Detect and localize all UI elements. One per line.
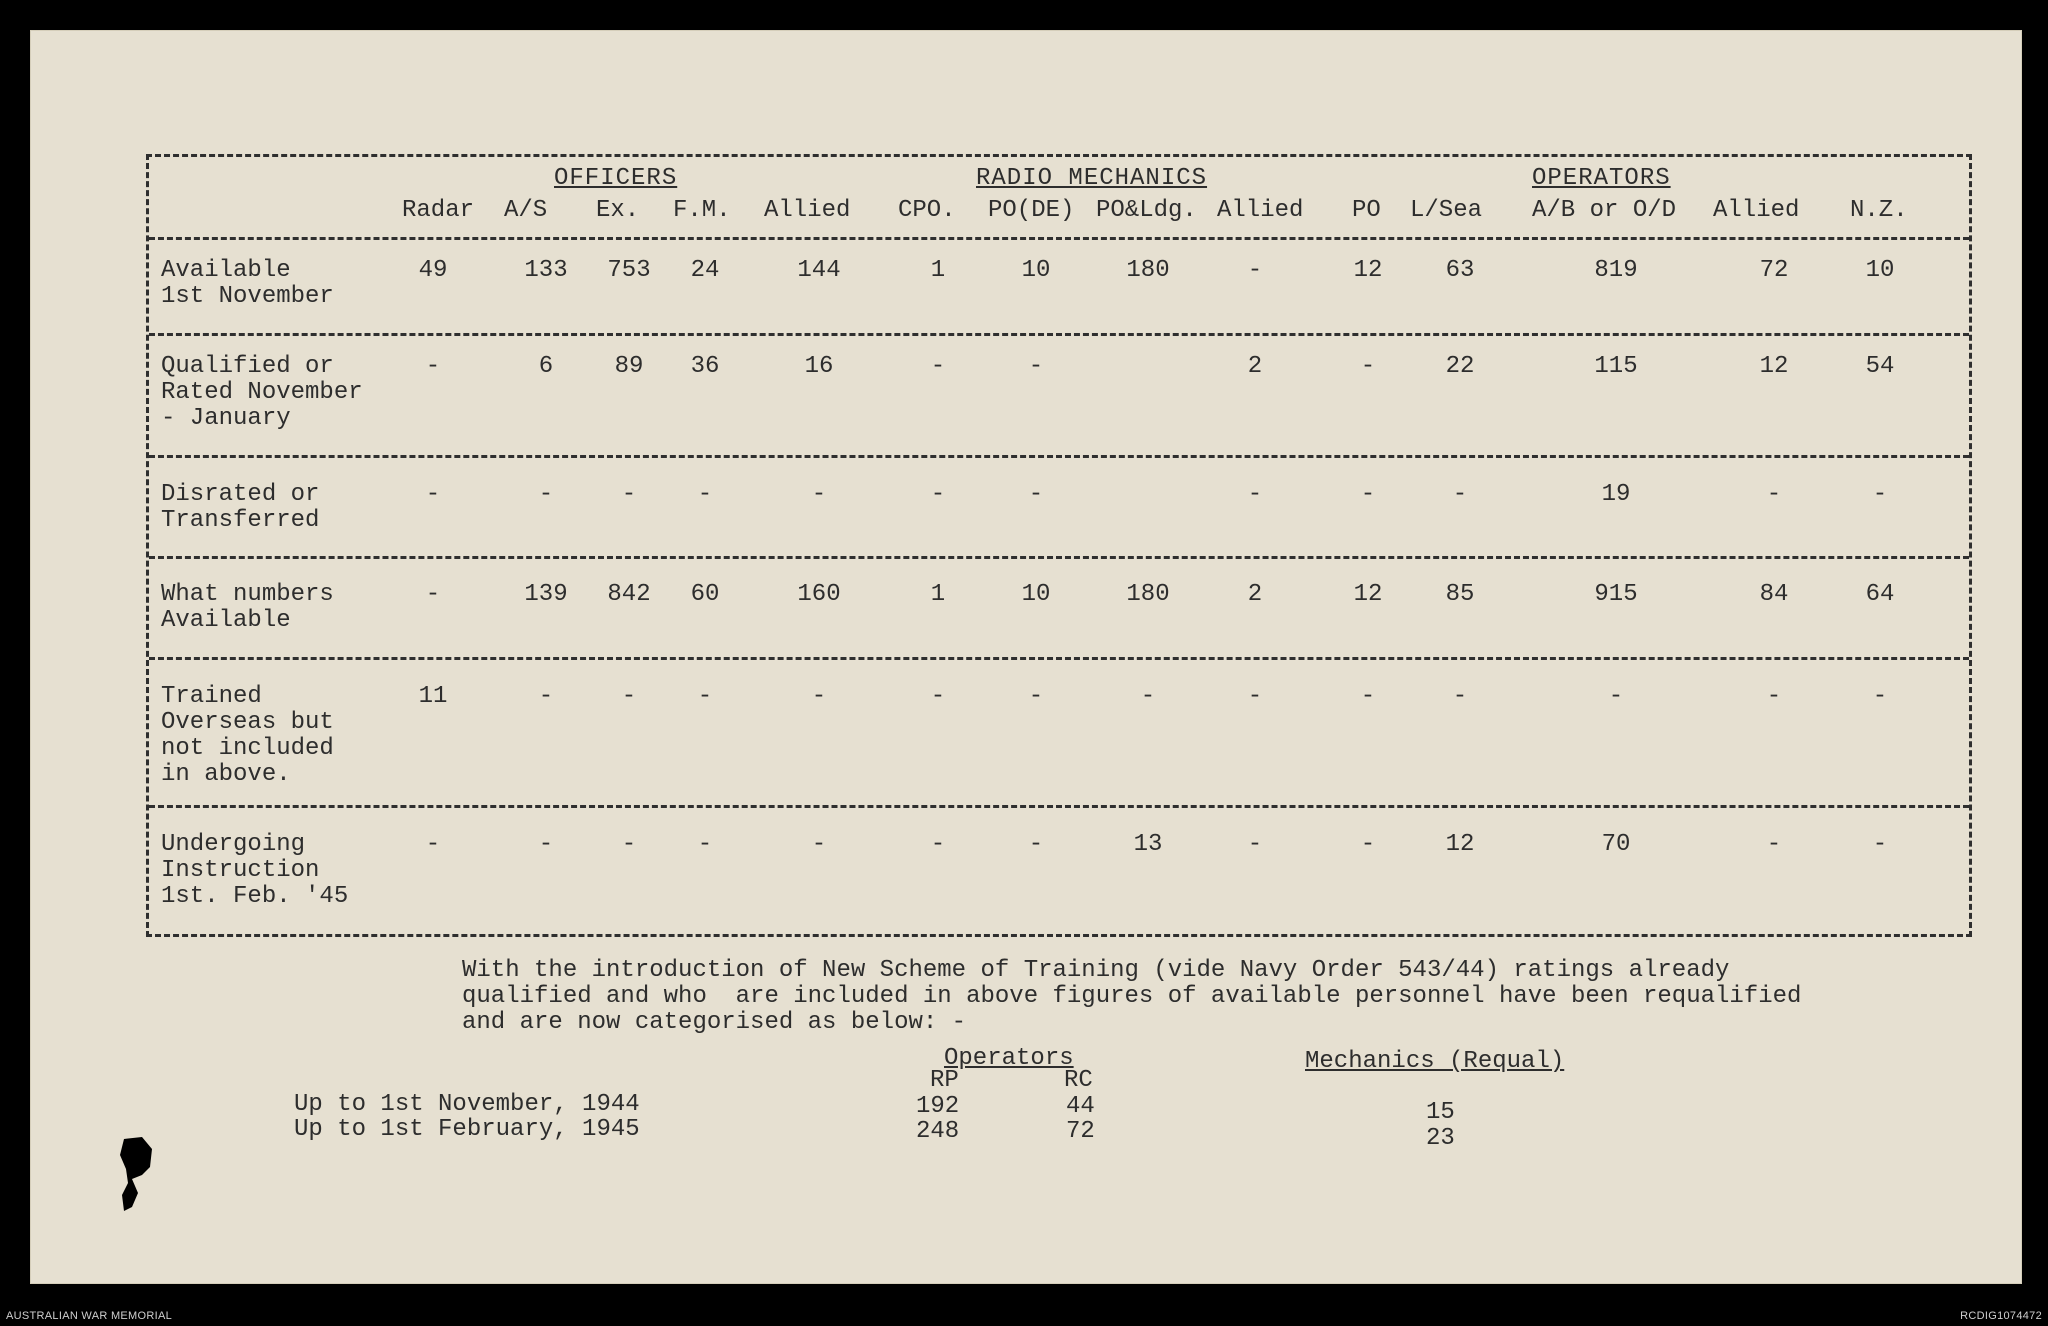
- table-cell: -: [425, 353, 441, 380]
- table-cell: -: [930, 481, 946, 508]
- table-cell: -: [1360, 353, 1376, 380]
- column-header-as: A/S: [504, 197, 548, 224]
- table-cell: -: [1766, 683, 1782, 710]
- row-label-disrated: Disrated or Transferred: [161, 481, 320, 534]
- table-cell: -: [1608, 683, 1624, 710]
- table-cell: -: [1452, 683, 1468, 710]
- summary-mechanics-heading: Mechanics (Requal): [1305, 1048, 1565, 1075]
- column-header-fm: F.M.: [673, 197, 731, 224]
- table-cell: -: [697, 831, 713, 858]
- table-cell: 115: [1594, 353, 1638, 380]
- table-cell: 12: [1353, 581, 1383, 608]
- row-divider: [149, 805, 1969, 808]
- table-cell: 144: [797, 257, 841, 284]
- column-header-nz: N.Z.: [1850, 197, 1908, 224]
- table-cell: 84: [1759, 581, 1789, 608]
- table-cell: -: [1028, 683, 1044, 710]
- table-cell: -: [1766, 831, 1782, 858]
- table-cell: 19: [1601, 481, 1631, 508]
- table-cell: 180: [1126, 581, 1170, 608]
- table-cell: 24: [690, 257, 720, 284]
- column-header-cpo: CPO.: [898, 197, 956, 224]
- column-header-po-de: PO(DE): [988, 197, 1075, 224]
- table-cell: 2: [1247, 581, 1263, 608]
- table-cell: -: [930, 353, 946, 380]
- table-cell: 915: [1594, 581, 1638, 608]
- table-cell: -: [1028, 831, 1044, 858]
- note-line-3: and are now categorised as below: -: [462, 1009, 967, 1036]
- table-cell: 6: [538, 353, 554, 380]
- table-cell: 11: [418, 683, 448, 710]
- table-cell: -: [621, 831, 637, 858]
- table-cell: 1: [930, 581, 946, 608]
- column-header-mechanics-allied: Allied: [1217, 197, 1304, 224]
- summary-operators-heading: Operators: [944, 1045, 1074, 1072]
- table-cell: -: [697, 481, 713, 508]
- column-header-ab-od: A/B or O/D: [1532, 197, 1677, 224]
- summary-rc-value: 72: [1066, 1118, 1095, 1145]
- table-cell: 89: [614, 353, 644, 380]
- table-cell: -: [811, 481, 827, 508]
- row-label-undergoing: Undergoing Instruction 1st. Feb. '45: [161, 831, 349, 910]
- table-cell: 160: [797, 581, 841, 608]
- table-cell: 10: [1021, 581, 1051, 608]
- table-cell: 133: [524, 257, 568, 284]
- group-header-operators: OPERATORS: [1532, 165, 1671, 192]
- table-cell: -: [1872, 683, 1888, 710]
- summary-mechanics-value: 23: [1426, 1125, 1455, 1152]
- table-cell: -: [1247, 257, 1263, 284]
- footer-archive-name: AUSTRALIAN WAR MEMORIAL: [6, 1310, 173, 1322]
- row-divider: [149, 333, 1969, 336]
- column-header-officers-allied: Allied: [764, 197, 851, 224]
- table-cell: -: [1872, 481, 1888, 508]
- table-cell: -: [930, 831, 946, 858]
- column-header-po-ldg: PO&Ldg.: [1096, 197, 1197, 224]
- table-cell: 54: [1865, 353, 1895, 380]
- table-cell: -: [811, 831, 827, 858]
- paper-hole: [118, 1135, 158, 1215]
- row-divider: [149, 455, 1969, 458]
- table-cell: 22: [1445, 353, 1475, 380]
- note-line-2: qualified and who are included in above figures of available personnel have been requalified: [462, 983, 1802, 1010]
- table-cell: -: [930, 683, 946, 710]
- table-cell: 2: [1247, 353, 1263, 380]
- table-cell: -: [811, 683, 827, 710]
- table-cell: -: [538, 481, 554, 508]
- table-cell: -: [425, 481, 441, 508]
- footer-record-id: RCDIG1074472: [1960, 1310, 2042, 1322]
- column-header-radar: Radar: [402, 197, 475, 224]
- table-cell: 49: [418, 257, 448, 284]
- column-header-l-sea: L/Sea: [1410, 197, 1483, 224]
- table-cell: 60: [690, 581, 720, 608]
- column-header-po: PO: [1352, 197, 1381, 224]
- table-cell: -: [697, 683, 713, 710]
- table-cell: 36: [690, 353, 720, 380]
- table-cell: -: [621, 683, 637, 710]
- summary-row-label: Up to 1st November, 1944: [294, 1091, 640, 1118]
- table-cell: 819: [1594, 257, 1638, 284]
- table-cell: -: [538, 831, 554, 858]
- table-cell: 13: [1133, 831, 1163, 858]
- table-cell: 753: [607, 257, 651, 284]
- table-cell: 1: [930, 257, 946, 284]
- row-divider: [149, 556, 1969, 559]
- table-cell: -: [425, 831, 441, 858]
- group-header-radio-mechanics: RADIO MECHANICS: [976, 165, 1208, 192]
- table-cell: -: [1872, 831, 1888, 858]
- summary-rp-value: 192: [916, 1093, 960, 1120]
- table-cell: -: [1360, 831, 1376, 858]
- table-cell: -: [1247, 683, 1263, 710]
- table-cell: -: [1360, 683, 1376, 710]
- table-cell: -: [1452, 481, 1468, 508]
- table-cell: 85: [1445, 581, 1475, 608]
- column-header-operators-allied: Allied: [1713, 197, 1800, 224]
- table-cell: 12: [1445, 831, 1475, 858]
- table-cell: -: [1247, 831, 1263, 858]
- table-cell: 70: [1601, 831, 1631, 858]
- table-cell: 139: [524, 581, 568, 608]
- table-cell: 16: [804, 353, 834, 380]
- summary-rp-heading: RP: [930, 1067, 959, 1094]
- table-cell: 10: [1865, 257, 1895, 284]
- table-cell: -: [1766, 481, 1782, 508]
- table-cell: -: [621, 481, 637, 508]
- row-divider: [149, 657, 1969, 660]
- summary-rp-value: 248: [916, 1118, 960, 1145]
- table-cell: 180: [1126, 257, 1170, 284]
- row-label-trained-overseas: Trained Overseas but not included in above.: [161, 683, 334, 788]
- table-cell: -: [1247, 481, 1263, 508]
- table-cell: -: [425, 581, 441, 608]
- summary-rc-value: 44: [1066, 1093, 1095, 1120]
- note-line-1: With the introduction of New Scheme of Training (vide Navy Order 543/44) ratings already: [462, 957, 1730, 984]
- summary-row-label: Up to 1st February, 1945: [294, 1116, 640, 1143]
- row-label-available: Available 1st November: [161, 257, 334, 310]
- row-label-qualified: Qualified or Rated November - January: [161, 353, 363, 432]
- table-cell: -: [1028, 353, 1044, 380]
- summary-mechanics-value: 15: [1426, 1099, 1455, 1126]
- table-cell: -: [1028, 481, 1044, 508]
- table-cell: 12: [1759, 353, 1789, 380]
- table-cell: 10: [1021, 257, 1051, 284]
- column-header-ex: Ex.: [596, 197, 640, 224]
- table-cell: -: [1360, 481, 1376, 508]
- table-cell: 63: [1445, 257, 1475, 284]
- header-divider: [149, 237, 1969, 240]
- summary-rc-heading: RC: [1064, 1067, 1093, 1094]
- table-cell: 72: [1759, 257, 1789, 284]
- group-header-officers: OFFICERS: [554, 165, 678, 192]
- table-cell: -: [1140, 683, 1156, 710]
- table-cell: 64: [1865, 581, 1895, 608]
- table-cell: 842: [607, 581, 651, 608]
- row-label-what-numbers: What numbers Available: [161, 581, 334, 634]
- table-cell: -: [538, 683, 554, 710]
- table-cell: 12: [1353, 257, 1383, 284]
